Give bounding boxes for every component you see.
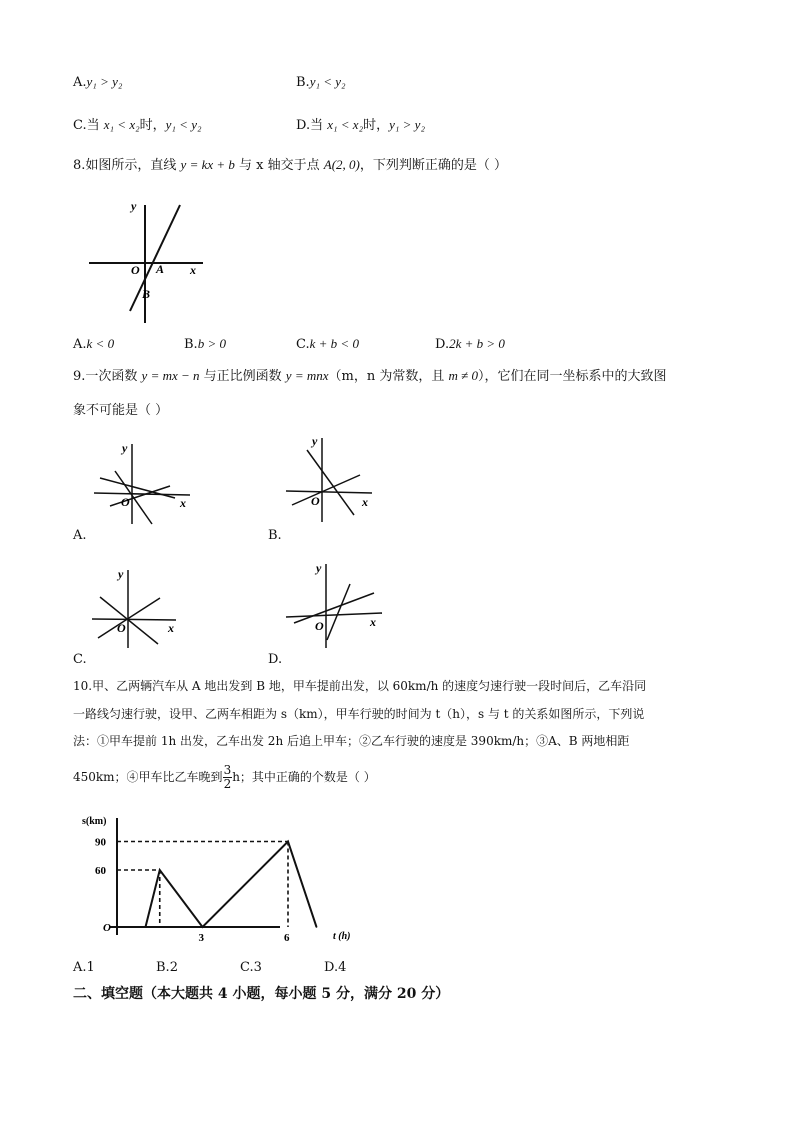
q7-option-c: C.当 x₁ < x₂时，y₁ < y₂ — [73, 117, 202, 133]
q10-option-d: D.4 — [324, 960, 347, 975]
q8-point-a-label: A — [156, 262, 165, 276]
q8-option-c: C.k + b < 0 — [296, 336, 359, 352]
svg-text:x: x — [180, 496, 186, 510]
q9d-line-2 — [327, 584, 350, 640]
q9c-line-2 — [98, 598, 160, 638]
q7-option-d: D.当 x₁ < x₂时，y₁ > y₂ — [296, 117, 425, 133]
y-axis-label: s(km) — [82, 816, 107, 827]
data-point-2 — [159, 869, 161, 871]
data-point-3 — [202, 926, 204, 928]
origin-label: O — [103, 922, 111, 934]
q9-graph-b — [282, 430, 382, 528]
x-axis-label: t (h) — [333, 931, 351, 942]
q8-stem: 8.如图所示，直线 y = kx + b 与 x 轴交于点 A(2, 0)，下列判断正确的是（ ） — [73, 157, 508, 173]
q8-option-a: A.k < 0 — [73, 336, 115, 352]
q9d-line-1 — [294, 593, 374, 623]
q9-option-d: D. — [268, 652, 283, 667]
q8-option-d: D.2k + b > 0 — [435, 336, 505, 352]
q10-fraction: $\frac{3}{2}$ — [223, 763, 232, 791]
svg-text:y: y — [316, 561, 322, 575]
q10-stem-line4: 450km；④甲车比乙车晚到 $\frac{3}{2}$ h；其中正确的个数是（ ） — [73, 763, 376, 791]
q8-x-label: x — [190, 263, 196, 277]
x-tick-3: 3 — [198, 932, 204, 944]
q8-y-label: y — [131, 199, 137, 213]
q10-option-a: A.1 — [73, 960, 95, 975]
svg-text:x: x — [362, 495, 368, 509]
svg-text:x: x — [168, 621, 174, 635]
svg-text:O: O — [315, 619, 324, 633]
q7-option-a: A.y₁ > y₂ — [73, 74, 123, 90]
q9-graph-c — [88, 562, 188, 652]
q9-option-c: C. — [73, 652, 87, 667]
q8-graph — [85, 195, 210, 325]
svg-text:O: O — [121, 495, 130, 509]
q8-line — [130, 205, 180, 311]
y-tick-60: 60 — [95, 865, 106, 877]
q10-stem-line2: 一路线匀速行驶，设甲、乙两车相距为 s（km），甲车行驶的时间为 t（h），s 与 t 的关系如图所示，下列说 — [73, 707, 645, 721]
svg-text:x: x — [370, 615, 376, 629]
q8-origin-label: O — [131, 263, 140, 277]
q7-option-b: B.y₁ < y₂ — [296, 74, 346, 90]
data-point-5 — [316, 926, 318, 928]
q10-stem-line1: 10.甲、乙两辆汽车从 A 地出发到 B 地，甲车提前出发，以 60km/h 的速度匀速行驶一段时间后，乙车沿同 — [73, 679, 647, 693]
q9-option-a: A. — [73, 528, 87, 543]
q10-option-b: B.2 — [156, 960, 178, 975]
svg-text:y: y — [118, 567, 124, 581]
q9-graph-d — [282, 558, 392, 652]
data-point-0 — [116, 926, 118, 928]
svg-text:O: O — [117, 621, 126, 635]
y-tick-90: 90 — [95, 836, 106, 849]
q10-option-c: C.3 — [240, 960, 262, 975]
series-line — [117, 842, 317, 928]
svg-text:y: y — [312, 434, 318, 448]
q8-point-b-label: B — [142, 287, 151, 301]
q8-option-b: B.b > 0 — [184, 336, 226, 352]
svg-text:O: O — [311, 494, 320, 508]
q10-stem-line3: 法：①甲车提前 1h 出发，乙车出发 2h 后追上甲车；②乙车行驶的速度是 390km/h；③A、B 两地相距 — [73, 734, 630, 748]
data-point-1 — [145, 926, 147, 928]
q10-chart — [80, 810, 351, 950]
svg-text:y: y — [122, 441, 128, 455]
q9-stem-line1: 9.一次函数 y = mx − n 与正比例函数 y = mnx（m，n 为常数，且 m ≠ 0），它们在同一坐标系中的大致图 — [73, 368, 667, 384]
q9-stem-line2: 象不可能是（ ） — [73, 403, 169, 418]
q9-graph-a — [90, 436, 200, 528]
q9b-line-2 — [292, 475, 360, 505]
x-tick-6: 6 — [284, 932, 290, 944]
data-point-4 — [287, 841, 289, 843]
section-2-title: 二、填空题（本大题共 4 小题，每小题 5 分，满分 20 分） — [73, 986, 450, 1002]
q9-option-b: B. — [268, 528, 282, 543]
